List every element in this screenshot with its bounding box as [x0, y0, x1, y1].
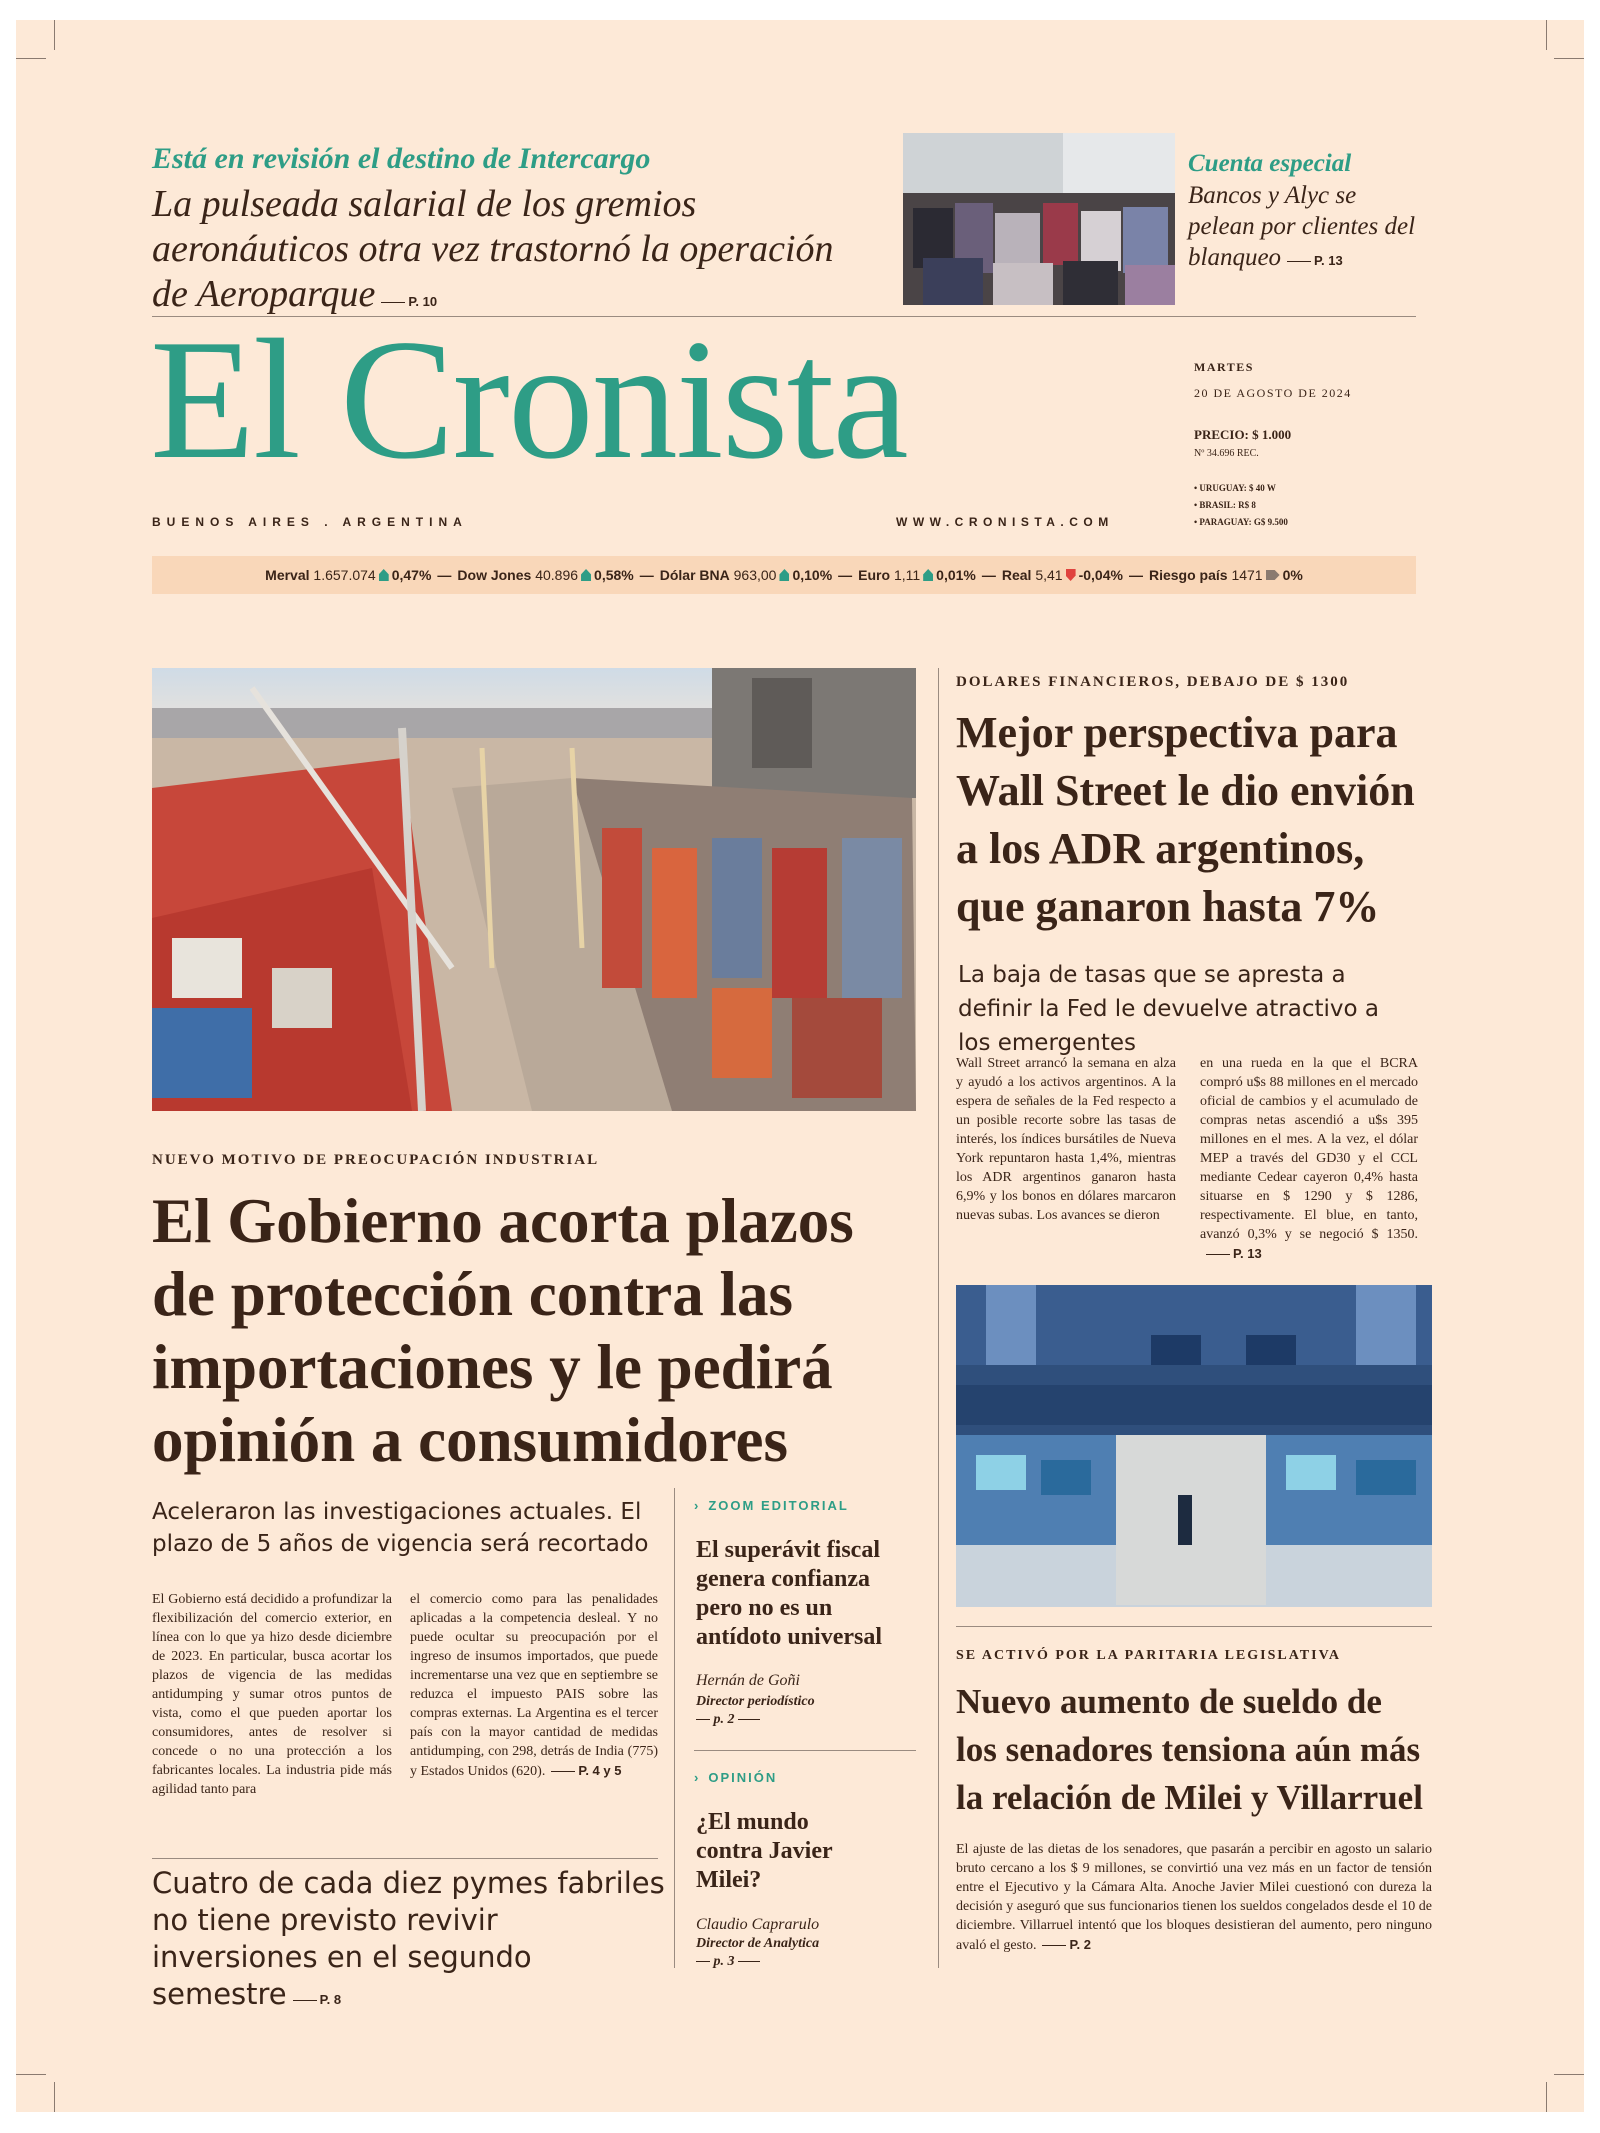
- ticker-change: 0%: [1282, 567, 1303, 583]
- lead-subheadline: Aceleraron las investigaciones actuales. El plazo de 5 años de vigencia será recortado: [152, 1499, 649, 1557]
- senate-body-text: El ajuste de las dietas de los senadores, que pasarán a percibir en agosto un salario bruto cercano a los $ 9 millones, se convirtió una vez más en un factor de tensión entre el Ejecutivo y la Cámara Alta. Anoche Javier Milei cuestionó con dureza la decisión y aseguró que sus funcionarios tienen los sueldos congelados desde el 10 de diciembre. Villarruel intentó que los bloques desistieran del aumento, pero ninguno avaló el gesto.: [956, 1842, 1432, 1953]
- crop-mark: [54, 20, 55, 50]
- senate-headline[interactable]: Nuevo aumento de sueldo de los senadores tensiona aún más la relación de Milei y Villarruel: [956, 1682, 1423, 1817]
- ticker-change: 0,58%: [594, 567, 634, 583]
- column-rule: [938, 668, 939, 1968]
- adr-headline[interactable]: Mejor perspectiva para Wall Street le dio envión a los ADR argentinos, que ganaron hasta 7%: [956, 708, 1415, 931]
- ticker-change: 0,10%: [792, 567, 833, 583]
- trend-up-icon: [581, 569, 591, 581]
- ticker-name: Dow Jones: [457, 567, 532, 583]
- trend-flat-icon: [1266, 570, 1280, 580]
- ticker-name: Real: [1001, 567, 1032, 583]
- zoom-author: Hernán de Goñi: [696, 1672, 800, 1689]
- lead-headline[interactable]: El Gobierno acorta plazos de protección contra las importaciones y le pedirá opinión a consumidores: [152, 1186, 854, 1475]
- page-reference: P. 10: [381, 294, 437, 309]
- adr-subheadline: La baja de tasas que se apresta a definir la Fed le devuelve atractivo a los emergentes: [958, 962, 1380, 1056]
- adr-kicker: DOLARES FINANCIEROS, DEBAJO DE $ 1300: [956, 674, 1350, 690]
- ticker-item: [858, 567, 976, 583]
- crop-mark: [16, 2074, 46, 2075]
- trend-up-icon: [779, 569, 789, 581]
- ticker-item: [660, 567, 832, 583]
- zoom-author-role: Director periodístico: [696, 1694, 815, 1709]
- abroad-price: • URUGUAY: $ 40 W: [1194, 483, 1276, 493]
- abroad-price: • PARAGUAY: G$ 9.500: [1194, 517, 1288, 527]
- zoom-page: p. 2: [713, 1712, 735, 1727]
- ticker-change: 0,01%: [936, 567, 976, 583]
- ticker-separator: —: [639, 567, 654, 583]
- crop-mark: [1554, 2074, 1584, 2075]
- lead-body-col1: El Gobierno está decidido a profundizar la flexibilización del comercio exterior, en línea con lo que ya hizo desde diciembre de 2023. En particular, busca acortar los plazos de vigencia de las medidas antidumping y sumar otros puntos de vista, como el que pueden aportar los consumidores, antes de resolver si concede o no una protección a los fabricantes locales. La industria pide más agilidad tanto para: [152, 1592, 392, 1797]
- senate-kicker: SE ACTIVÓ POR LA PARITARIA LEGISLATIVA: [956, 1648, 1341, 1663]
- crop-mark: [54, 2082, 55, 2112]
- masthead-city: BUENOS AIRES . ARGENTINA: [152, 515, 468, 529]
- senate-body: [956, 1840, 1432, 1955]
- ticker-separator: —: [981, 567, 996, 583]
- stock-exchange-photo: [956, 1285, 1432, 1607]
- ticker-value: 5,41: [1035, 567, 1063, 583]
- opinion-headline[interactable]: ¿El mundo contra Javier Milei?: [696, 1809, 833, 1893]
- masthead-website[interactable]: WWW.CRONISTA.COM: [896, 515, 1114, 529]
- opinion-page-reference: [696, 1954, 760, 1970]
- market-ticker: [152, 556, 1416, 594]
- adr-body-col2-text: en una rueda en la que el BCRA compró u$s 88 millones en el mercado oficial de cambios y el acumulado de compras netas ascendió a u$s 395 millones en el mes. A la vez, el dólar MEP a través del GD30 y el CCL mediante Cedear cayeron 0,4% hasta situarse en $ 1290 y $ 1286, respectivamente. El blue, en tanto, avanzó 0,3% y se negoció $ 1350.: [1200, 1056, 1418, 1242]
- crop-mark: [1546, 2082, 1547, 2112]
- side-teaser-text[interactable]: [1188, 180, 1418, 276]
- section-rule: [152, 1858, 658, 1859]
- page-reference: P. 2: [1042, 1937, 1090, 1952]
- ticker-item: [1002, 567, 1123, 583]
- edition-number: Nº 34.696 REC.: [1194, 448, 1259, 459]
- zoom-page-reference: [696, 1712, 760, 1728]
- masthead-logo: El Cronista: [150, 305, 907, 495]
- ticker-value: 963,00: [733, 567, 777, 583]
- ticker-separator: —: [437, 567, 452, 583]
- ticker-item: [457, 567, 633, 583]
- ticker-value: 1471: [1231, 567, 1263, 583]
- ticker-change: 0,47%: [391, 567, 432, 583]
- lead-body-col2-text: el comercio como para las penalidades aplicadas a la competencia desleal. Y no puede ocultar su preocupación por el ingreso de insumos importados, que puede incrementarse una vez que en septiembre se reduzca el impuesto PAIS sobre las compras externas. La Argentina es el tercer país con la mayor cantidad de medidas antidumping, con 298, detrás de India (775) y Estados Unidos (620).: [410, 1592, 658, 1779]
- section-rule: [956, 1626, 1432, 1627]
- pymes-headline-text: Cuatro de cada diez pymes fabriles no tiene previsto revivir inversiones en el segundo semestre: [152, 1866, 665, 2011]
- top-story-kicker: Está en revisión el destino de Intercargo: [152, 142, 651, 175]
- ticker-value: 1,11: [893, 567, 921, 583]
- lead-kicker: NUEVO MOTIVO DE PREOCUPACIÓN INDUSTRIAL: [152, 1152, 600, 1168]
- top-story-headline-text: La pulseada salarial de los gremios aeronáuticos otra vez trastornó la operación de Aeroparque: [152, 183, 834, 315]
- page-reference: P. 13: [1287, 253, 1343, 268]
- ticker-item: [265, 567, 431, 583]
- opinion-author: Claudio Caprarulo: [696, 1916, 820, 1933]
- edition-price: PRECIO: $ 1.000: [1194, 427, 1292, 442]
- ticker-name: Merval: [265, 567, 310, 583]
- zoom-editorial-label: › ZOOM EDITORIAL: [694, 1498, 849, 1513]
- edition-day: MARTES: [1194, 360, 1254, 374]
- trend-up-icon: [379, 569, 389, 581]
- zoom-editorial-headline[interactable]: El superávit fiscal genera confianza pero no es un antídoto universal: [696, 1537, 883, 1650]
- page-reference: P. 4 y 5: [551, 1763, 621, 1778]
- crop-mark: [16, 58, 46, 59]
- adr-body-col1: Wall Street arrancó la semana en alza y ayudó a los activos argentinos. A la espera de señales de la Fed respecto a un posible recorte sobre las tasas de interés, los índices bursátiles de Nueva York repuntaron hasta 1,4%, mientras los ADR argentinos ganaron hasta 6,9% y los bonos en dólares marcaron nuevas subas. Los avances se dieron: [956, 1056, 1176, 1223]
- column-rule: [674, 1488, 675, 1968]
- adr-body-col2: [1200, 1054, 1418, 1264]
- opinion-page: p. 3: [713, 1954, 735, 1969]
- abroad-price: • BRASIL: R$ 8: [1194, 500, 1256, 510]
- opinion-author-role: Director de Analytica: [696, 1936, 820, 1951]
- page-reference: P. 8: [293, 1992, 341, 2007]
- ticker-item: [1149, 567, 1303, 583]
- ticker-separator: —: [838, 567, 853, 583]
- side-teaser-headline: Bancos y Alyc se pelean por clientes del blanqueo: [1188, 182, 1416, 271]
- edition-date: 20 DE AGOSTO DE 2024: [1194, 386, 1352, 400]
- ticker-name: Dólar BNA: [659, 567, 730, 583]
- trend-up-icon: [923, 569, 933, 581]
- crop-mark: [1546, 20, 1547, 50]
- ticker-name: Riesgo país: [1148, 567, 1228, 583]
- section-rule: [694, 1750, 916, 1751]
- opinion-label: › OPINIÓN: [694, 1770, 777, 1785]
- port-containers-photo: [152, 668, 916, 1111]
- ticker-name: Euro: [858, 567, 891, 583]
- pymes-headline[interactable]: [152, 1865, 672, 2018]
- airport-luggage-photo: [903, 133, 1175, 305]
- side-teaser-kicker: Cuenta especial: [1188, 150, 1352, 177]
- ticker-separator: —: [1128, 567, 1143, 583]
- ticker-value: 1.657.074: [313, 567, 376, 583]
- abroad-prices: [1194, 480, 1288, 531]
- lead-body-col2: [410, 1590, 658, 1781]
- page-reference: P. 13: [1206, 1246, 1262, 1261]
- column-rule: [1186, 134, 1187, 304]
- ticker-change: -0,04%: [1078, 567, 1123, 583]
- ticker-value: 40.896: [535, 567, 579, 583]
- trend-down-icon: [1066, 569, 1076, 581]
- crop-mark: [1554, 58, 1584, 59]
